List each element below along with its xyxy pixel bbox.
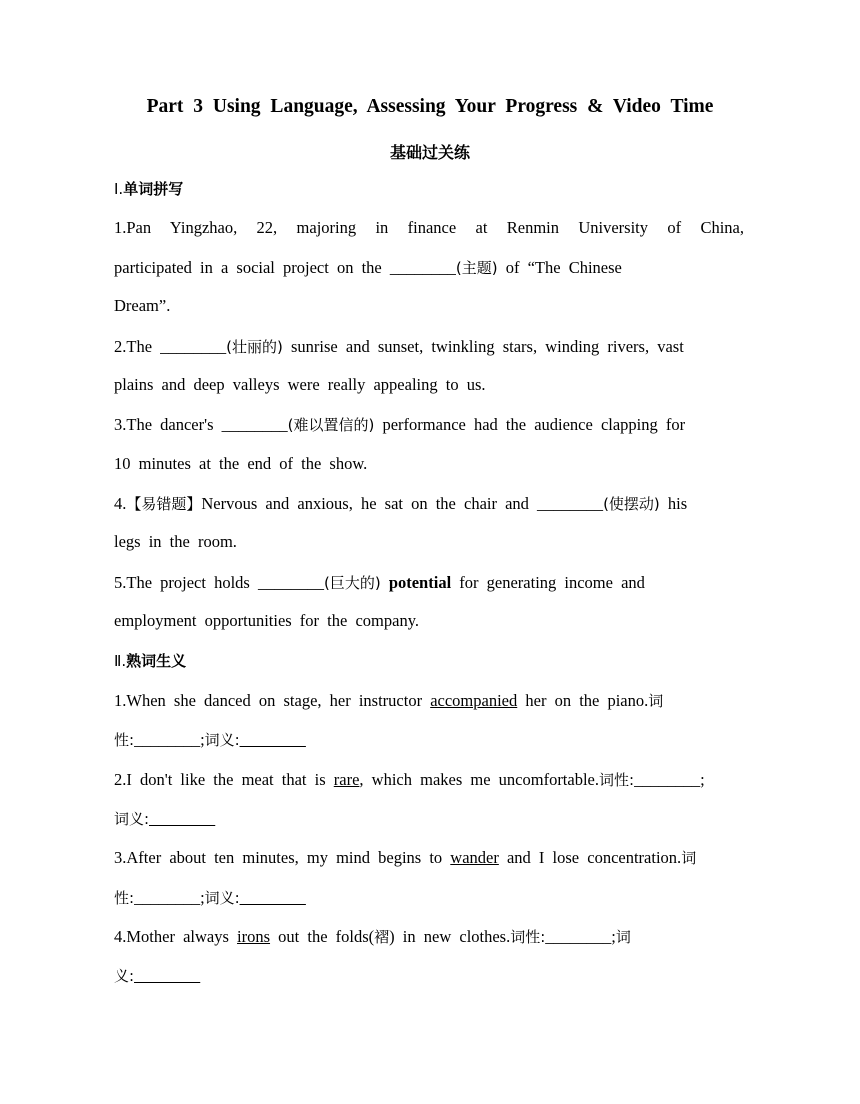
s1-q3-text-a: 3.The dancer's ________ <box>114 415 288 434</box>
s1-q1-text-c: of “The Chinese <box>497 258 622 277</box>
s1-q3-text-c: performance had the audience clapping for <box>374 415 686 434</box>
s2-q3-meaning-label: 词义: <box>204 889 240 907</box>
section-1-numeral: Ⅰ. <box>114 180 124 198</box>
s1-q1-line-3: Dream”. <box>114 296 171 315</box>
page-title: Part 3 Using Language, Assessing Your Progress & Video Time <box>146 96 714 117</box>
section-2-title: 熟词生义 <box>126 652 187 670</box>
s2-q4-pos-blank: ________; <box>545 927 616 946</box>
s2-q1-line-1 <box>114 690 744 711</box>
s1-q3-line-1 <box>114 414 744 435</box>
s1-q4-hint: (使摆动) <box>603 495 660 513</box>
s2-q4-text-a: 4.Mother always <box>114 927 238 946</box>
s2-q3-label-a: 词 <box>681 849 697 867</box>
s2-q4-text-b: out the folds( <box>270 927 375 946</box>
s2-q1-target-word: accompanied <box>430 691 518 710</box>
s2-q4-gloss: 褶 <box>374 928 390 946</box>
s2-q2-pos-label: 词性: <box>599 771 635 789</box>
s1-q4-text-a: 4. <box>114 494 127 513</box>
s1-q4-line-1 <box>114 493 744 514</box>
s2-q3-pos-blank: ________; <box>134 888 205 907</box>
s1-q2-line-1 <box>114 336 744 357</box>
s2-q2-line-1 <box>114 769 744 790</box>
s2-q4-meaning-blank: ________ <box>134 966 201 985</box>
s1-q1-hint: (主题) <box>455 259 498 277</box>
s1-q2-hint: (壮丽的) <box>226 338 283 356</box>
s1-q3-line-2: 10 minutes at the end of the show. <box>114 454 368 473</box>
s2-q1-label-a: 词 <box>648 692 664 710</box>
page-subtitle: 基础过关练 <box>389 143 470 162</box>
s1-q5-line-1 <box>114 572 744 593</box>
s2-q2-text-a: 2.I don't like the meat that is <box>114 770 334 789</box>
s2-q4-line-1 <box>114 926 744 947</box>
s1-q1-text-a: participated in a social project on the ________ <box>114 258 456 277</box>
s2-q3-meaning-blank: ________ <box>239 888 306 907</box>
s2-q3-target-word: wander <box>450 848 499 867</box>
s2-q1-meaning-label: 词义: <box>204 731 240 749</box>
s2-q1-line-2 <box>114 729 744 750</box>
section-1-title: 单词拼写 <box>123 180 184 198</box>
s1-q5-text-a: 5.The project holds ________ <box>114 573 324 592</box>
s2-q2-meaning-blank: ________ <box>149 809 216 828</box>
s2-q2-text-b: , which makes me uncomfortable. <box>359 770 600 789</box>
s2-q3-text-a: 3.After about ten minutes, my mind begins to <box>114 848 451 867</box>
s2-q1-text-b: her on the piano. <box>517 691 649 710</box>
s2-q2-line-2 <box>114 808 744 829</box>
s1-q5-hint: (巨大的) <box>323 574 381 592</box>
s2-q4-line-2 <box>114 965 744 986</box>
s2-q1-pos-label: 性: <box>114 731 135 749</box>
s2-q3-pos-label: 性: <box>114 889 135 907</box>
s1-q5-keyword: potential <box>388 573 452 592</box>
section-1-heading <box>114 178 744 199</box>
s1-q3-hint: (难以置信的) <box>287 416 375 434</box>
s1-q5-space <box>381 573 389 592</box>
section-2-numeral: Ⅱ. <box>114 652 127 670</box>
s2-q1-pos-blank: ________; <box>134 730 205 749</box>
s2-q4-meaning-label: 义: <box>114 967 135 985</box>
s2-q4-target-word: irons <box>237 927 271 946</box>
s1-q5-text-e: for generating income and <box>451 573 645 592</box>
s2-q4-label-g: 词 <box>615 928 631 946</box>
s1-q4-tag: 【易错题】 <box>126 495 202 513</box>
s2-q3-line-2 <box>114 887 744 908</box>
s1-q2-text-a: 2.The ________ <box>114 337 227 356</box>
s2-q4-text-d: ) in new clothes. <box>389 927 511 946</box>
s1-q4-text-c: Nervous and anxious, he sat on the chair and ________ <box>201 494 604 513</box>
s2-q1-meaning-blank: ________ <box>239 730 306 749</box>
s1-q2-line-2: plains and deep valleys were really appealing to us. <box>114 375 486 394</box>
s1-q5-line-2: employment opportunities for the company. <box>114 611 419 630</box>
s2-q2-target-word: rare <box>333 770 360 789</box>
s2-q4-pos-label: 词性: <box>510 928 546 946</box>
s2-q1-text-a: 1.When she danced on stage, her instructor <box>114 691 431 710</box>
section-2-heading <box>114 650 744 671</box>
s2-q2-pos-blank: ________; <box>634 770 705 789</box>
s1-q4-text-e: his <box>659 494 688 513</box>
s1-q1-line-2 <box>114 257 674 278</box>
s2-q3-line-1 <box>114 847 744 868</box>
s2-q3-text-b: and I lose concentration. <box>498 848 682 867</box>
s1-q2-text-c: sunrise and sunset, twinkling stars, winding rivers, vast <box>282 337 684 356</box>
s1-q4-line-2: legs in the room. <box>114 532 237 551</box>
s1-q1-line-1: 1.Pan Yingzhao, 22, majoring in finance at Renmin University of China, <box>114 218 744 237</box>
s2-q2-meaning-label: 词义: <box>114 810 150 828</box>
